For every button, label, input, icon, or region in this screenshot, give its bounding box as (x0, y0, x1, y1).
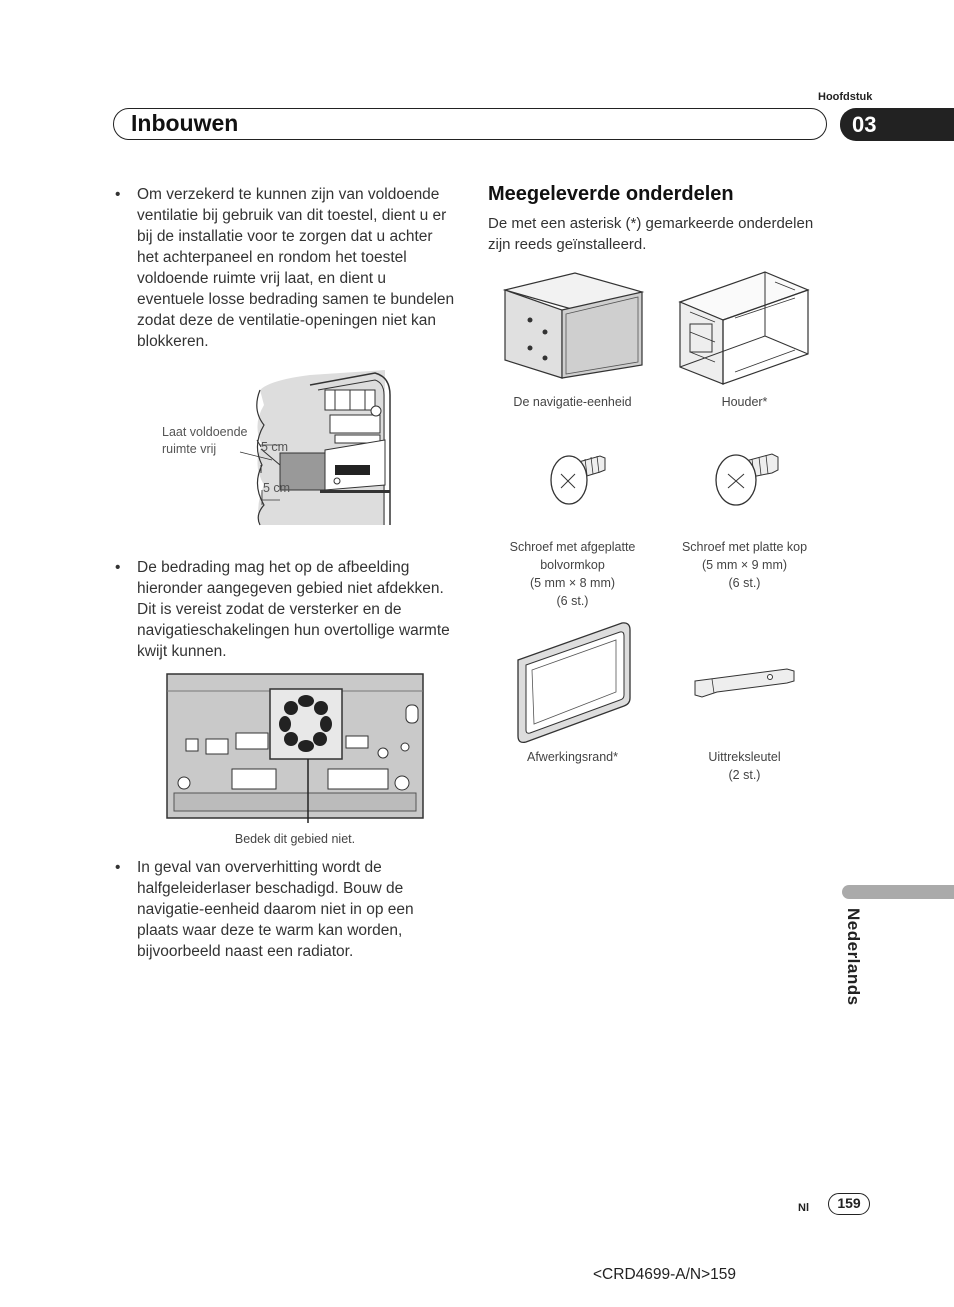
part-caption-holder (662, 393, 827, 411)
chapter-label: Hoofdstuk (818, 91, 873, 103)
rear-panel-illustration (166, 673, 424, 823)
part-caption-line: Schroef met afgeplatte (509, 540, 636, 554)
part-caption-line: Schroef met platte kop (681, 540, 808, 554)
part-caption-line: De navigatie-eenheid (513, 395, 632, 409)
part-caption-line: (6 st.) (728, 576, 761, 590)
bullet-wiring: • De bedrading mag het op de afbeelding hieronder aangegeven gebied niet afdekken. Dit is vereist zodat de versterker en de navigatieschakelingen hun overtollige warmte kwijt kunnen. (115, 557, 460, 667)
flat-head-screw-illustration (712, 448, 784, 508)
clearance-figure (160, 365, 400, 530)
part-caption-navigation-unit (490, 393, 655, 411)
part-caption-line: (6 st.) (556, 594, 589, 608)
clearance-label-2: ruimte vrij (162, 442, 217, 456)
document-code: <CRD4699-A/N>159 (593, 1266, 737, 1283)
chapter-number: 03 (852, 112, 877, 137)
dimension-bottom: 5 cm (263, 481, 291, 495)
bolt-head-screw-illustration (545, 448, 610, 508)
part-caption-line: (5 mm × 9 mm) (701, 558, 788, 572)
bullet-overheating: • In geval van oververhitting wordt de halfgeleiderlaser beschadigd. Bouw de navigatie-eenheid daarom niet in op een plaats waar deze te warm kan worden, bijvoorbeeld naast een radiator. (115, 857, 460, 967)
bullet-ventilation-text: Om verzekerd te kunnen zijn van voldoende ventilatie bij gebruik van dit toestel, dient u er bij de installatie voor te zorgen dat u achter het achterpaneel en rondom het toestel voldoende ruimte vrij laat, en dient u eventuele losse bedrading samen te bundelen zodat deze de ventilatie-openingen niet kan blokkeren. (137, 186, 455, 350)
rear-panel-caption: Bedek dit gebied niet. (234, 832, 356, 846)
part-caption-extraction-key (662, 748, 827, 784)
section-title: Meegeleverde onderdelen (488, 183, 734, 205)
extraction-key-illustration (692, 665, 797, 705)
clearance-label-1: Laat voldoende (162, 425, 248, 439)
language-tab (842, 885, 954, 899)
bullet-wiring-text: De bedrading mag het op de afbeelding hieronder aangegeven gebied niet afdekken. Dit is vereist zodat de versterker en de navigatieschakelingen hun overtollige warmte kwijt kunnen. (137, 559, 450, 660)
trim-ring-illustration (512, 620, 637, 745)
part-caption-line: Uittreksleutel (708, 750, 781, 764)
part-caption-line: bolvormkop (540, 558, 605, 572)
rear-panel-figure (166, 673, 424, 823)
section-intro: De met een asterisk (*) gemarkeerde onderdelen zijn reeds geïnstalleerd. (488, 215, 814, 253)
bullet-ventilation: • Om verzekerd te kunnen zijn van voldoende ventilatie bij gebruik van dit toestel, dient u er bij de installatie voor te zorgen dat u achter het achterpaneel en rondom het toestel voldoende ruimte vrij laat, en dient u eventuele losse bedrading samen te bundelen zodat deze de ventilatie-openingen niet kan blokkeren. (115, 184, 460, 354)
part-caption-line: Afwerkingsrand* (526, 750, 618, 764)
language-code: Nl (798, 1202, 809, 1214)
page-title: Inbouwen (131, 110, 239, 136)
part-caption-line: Houder* (721, 395, 768, 409)
chapter-number-badge (840, 108, 954, 141)
part-caption-line: (5 mm × 8 mm) (529, 576, 616, 590)
part-caption-line: (2 st.) (728, 768, 761, 782)
page-number: 159 (828, 1193, 870, 1215)
bullet-overheating-text: In geval van oververhitting wordt de halfgeleiderlaser beschadigd. Bouw de navigatie-eenheid daarom niet in op een plaats waar deze te warm kan worden, bijvoorbeeld naast een radiator. (137, 859, 414, 960)
dimension-top: 5 cm (261, 440, 289, 454)
part-caption-flat-screw (662, 538, 827, 592)
navigation-unit-illustration (500, 270, 650, 385)
part-caption-bolt-screw (490, 538, 655, 610)
holder-illustration (675, 262, 815, 387)
part-caption-trim-ring (490, 748, 655, 766)
language-label: Nederlands (844, 908, 863, 1006)
